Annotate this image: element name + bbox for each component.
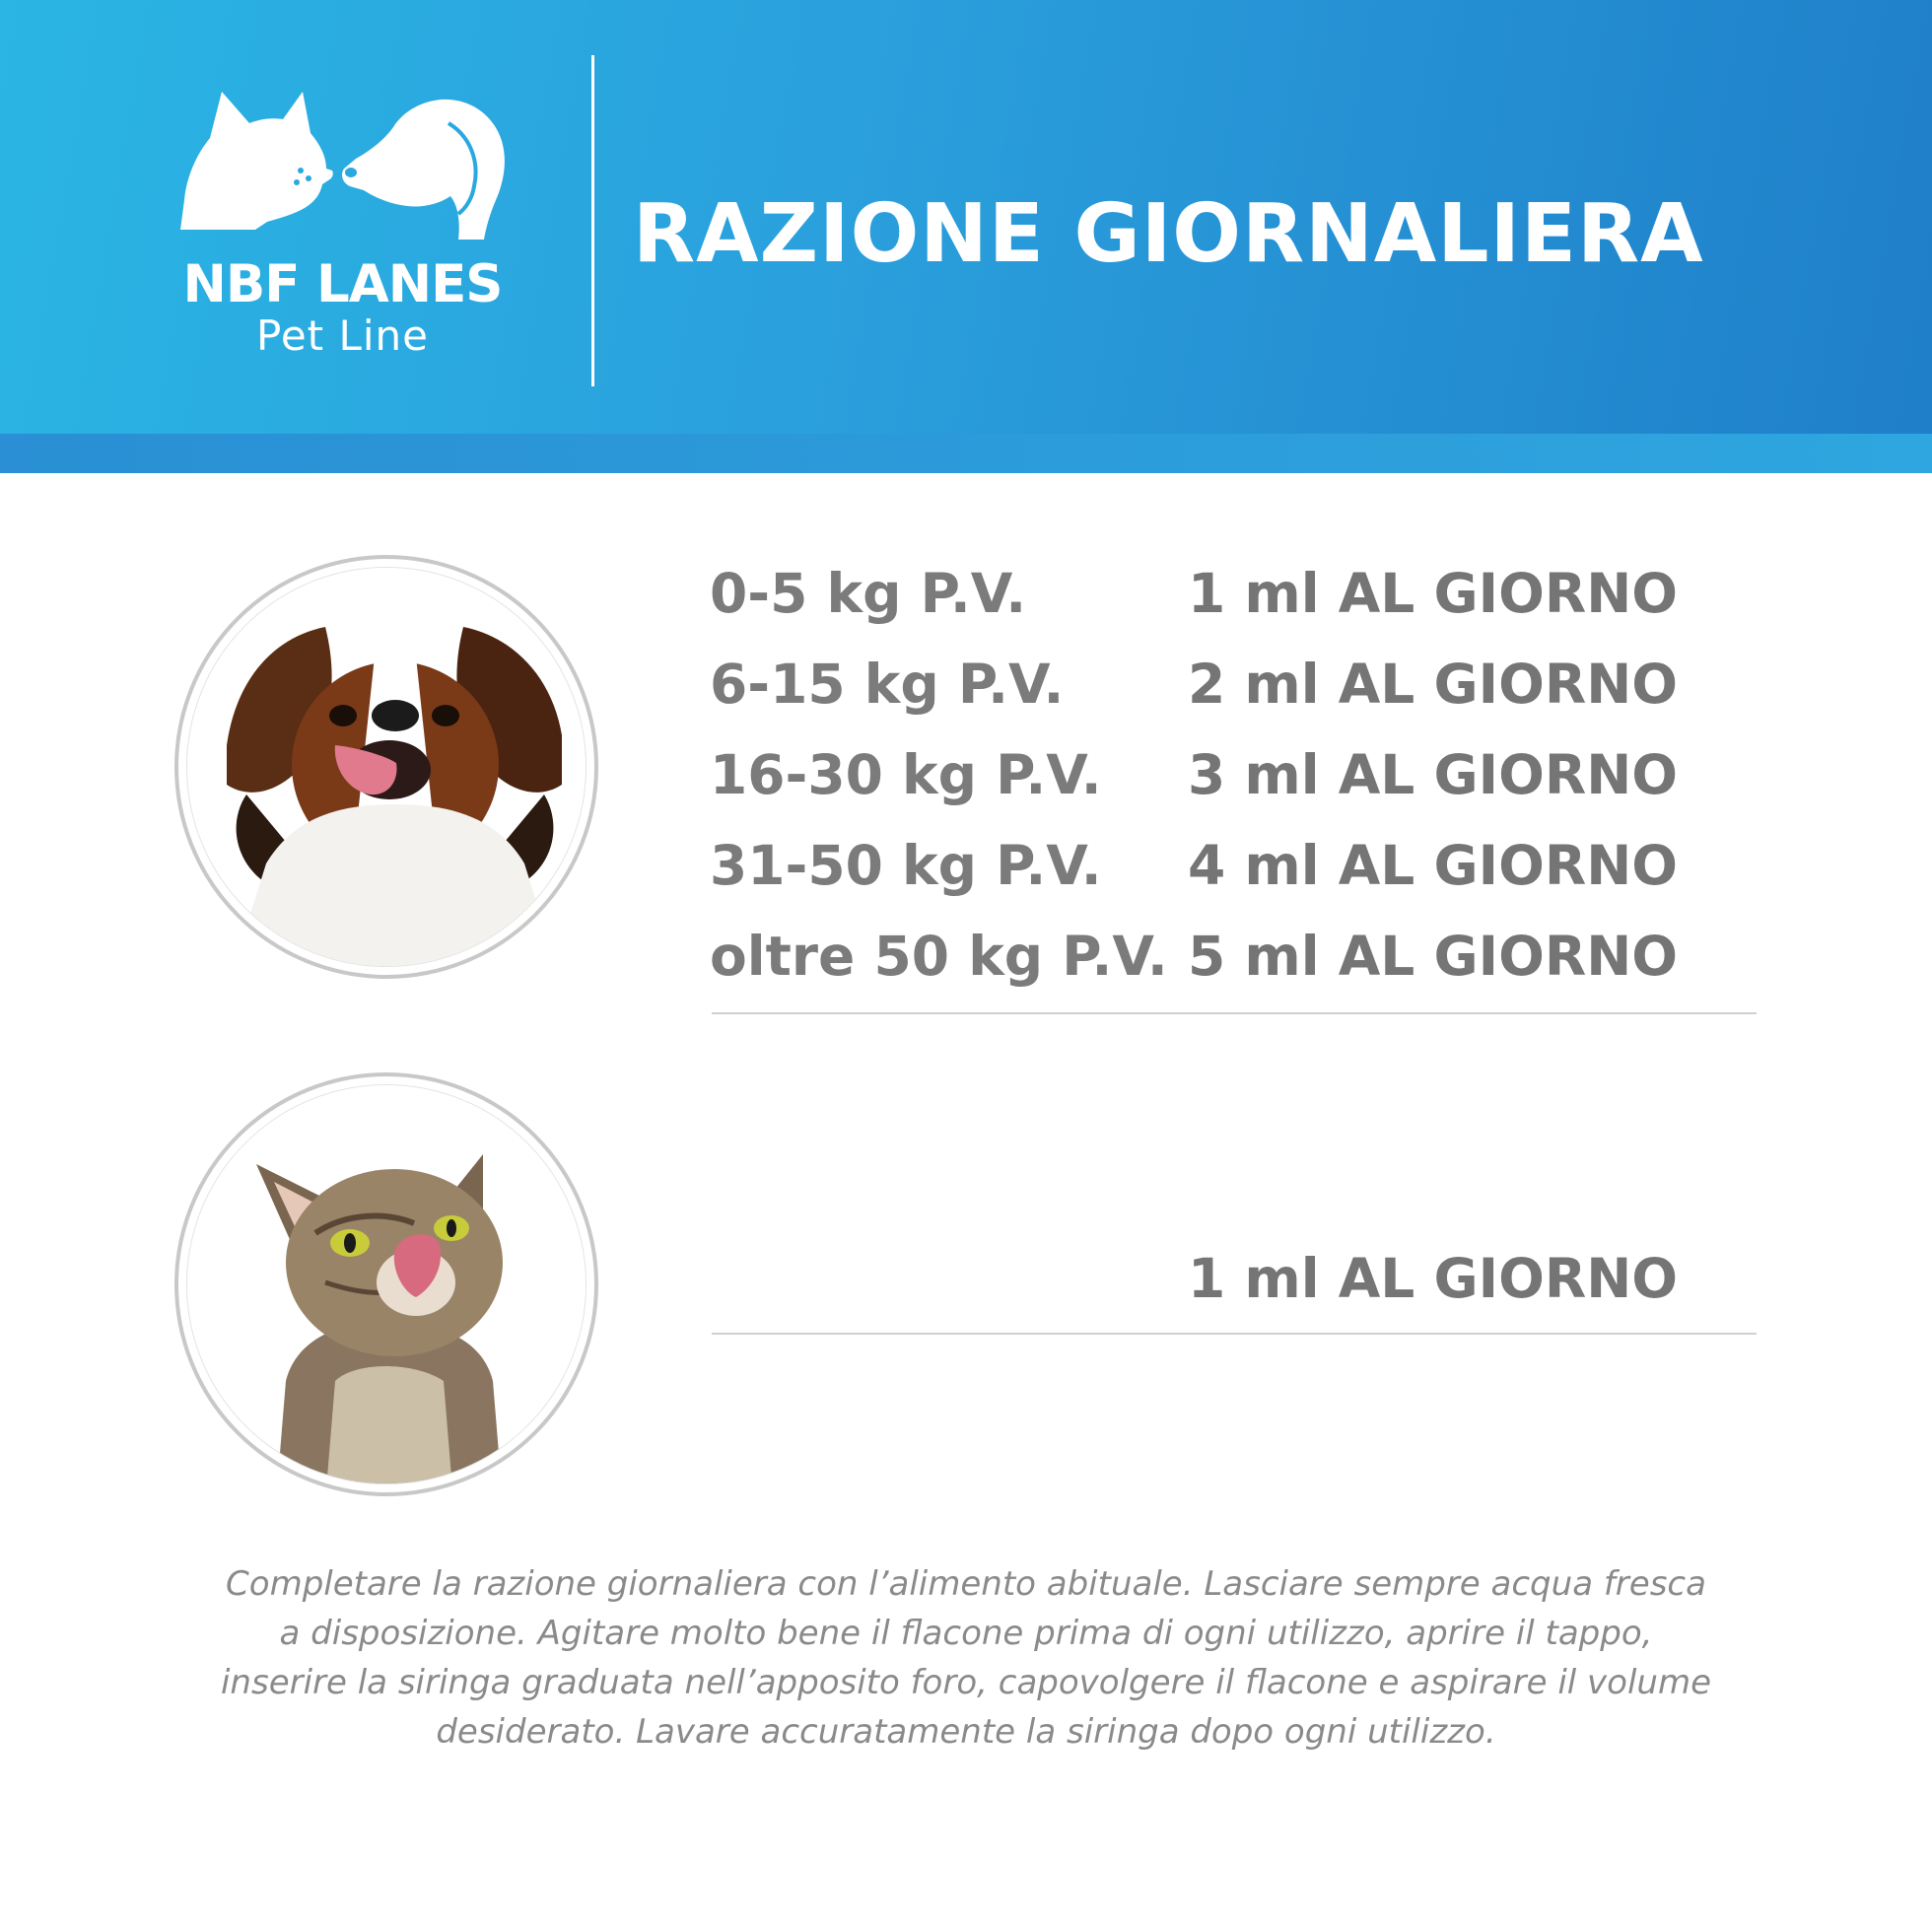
dog-photo-ring	[186, 567, 586, 967]
dog-photo	[174, 555, 598, 979]
dog-daily-dose: 2 ml AL GIORNO	[1188, 653, 1678, 716]
dog-weight-range: 0-5 kg P.V.	[710, 562, 1027, 625]
cat-photo-ring	[186, 1084, 586, 1484]
usage-instructions-line: inserire la siringa graduata nell’apposito foro, capovolgere il flacone e aspirare il volume	[220, 1663, 1711, 1702]
cat-dog-silhouette-icon	[172, 84, 518, 242]
dog-weight-range: 6-15 kg P.V.	[710, 653, 1065, 716]
dog-daily-dose: 1 ml AL GIORNO	[1188, 562, 1678, 625]
cat-daily-dose: 1 ml AL GIORNO	[1188, 1247, 1678, 1310]
usage-instructions	[138, 1559, 1794, 1757]
dog-daily-dose: 3 ml AL GIORNO	[1188, 743, 1678, 806]
usage-instructions-line: Completare la razione giornaliera con l’alimento abituale. Lasciare sempre acqua fresca	[226, 1564, 1706, 1604]
cat-section-divider	[712, 1333, 1757, 1335]
cat-illustration	[187, 1085, 586, 1484]
usage-instructions-line: a disposizione. Agitare molto bene il flacone prima di ogni utilizzo, aprire il tappo,	[279, 1614, 1653, 1653]
usage-instructions-line: desiderato. Lavare accuratamente la siringa dopo ogni utilizzo.	[436, 1712, 1496, 1752]
dog-section-divider	[712, 1012, 1757, 1014]
dog-illustration	[187, 568, 586, 967]
brand-subtitle: Pet Line	[255, 311, 429, 360]
page-title: RAZIONE GIORNALIERA	[633, 187, 1704, 281]
dog-weight-range: 31-50 kg P.V.	[710, 834, 1102, 897]
dog-daily-dose: 5 ml AL GIORNO	[1188, 925, 1678, 988]
header-divider	[591, 55, 594, 386]
dog-weight-range: oltre 50 kg P.V.	[710, 925, 1168, 988]
dog-daily-dose: 4 ml AL GIORNO	[1188, 834, 1678, 897]
dog-weight-range: 16-30 kg P.V.	[710, 743, 1102, 806]
header-band	[0, 434, 1932, 473]
brand-name: NBF LANES	[182, 254, 503, 314]
cat-photo	[174, 1072, 598, 1496]
